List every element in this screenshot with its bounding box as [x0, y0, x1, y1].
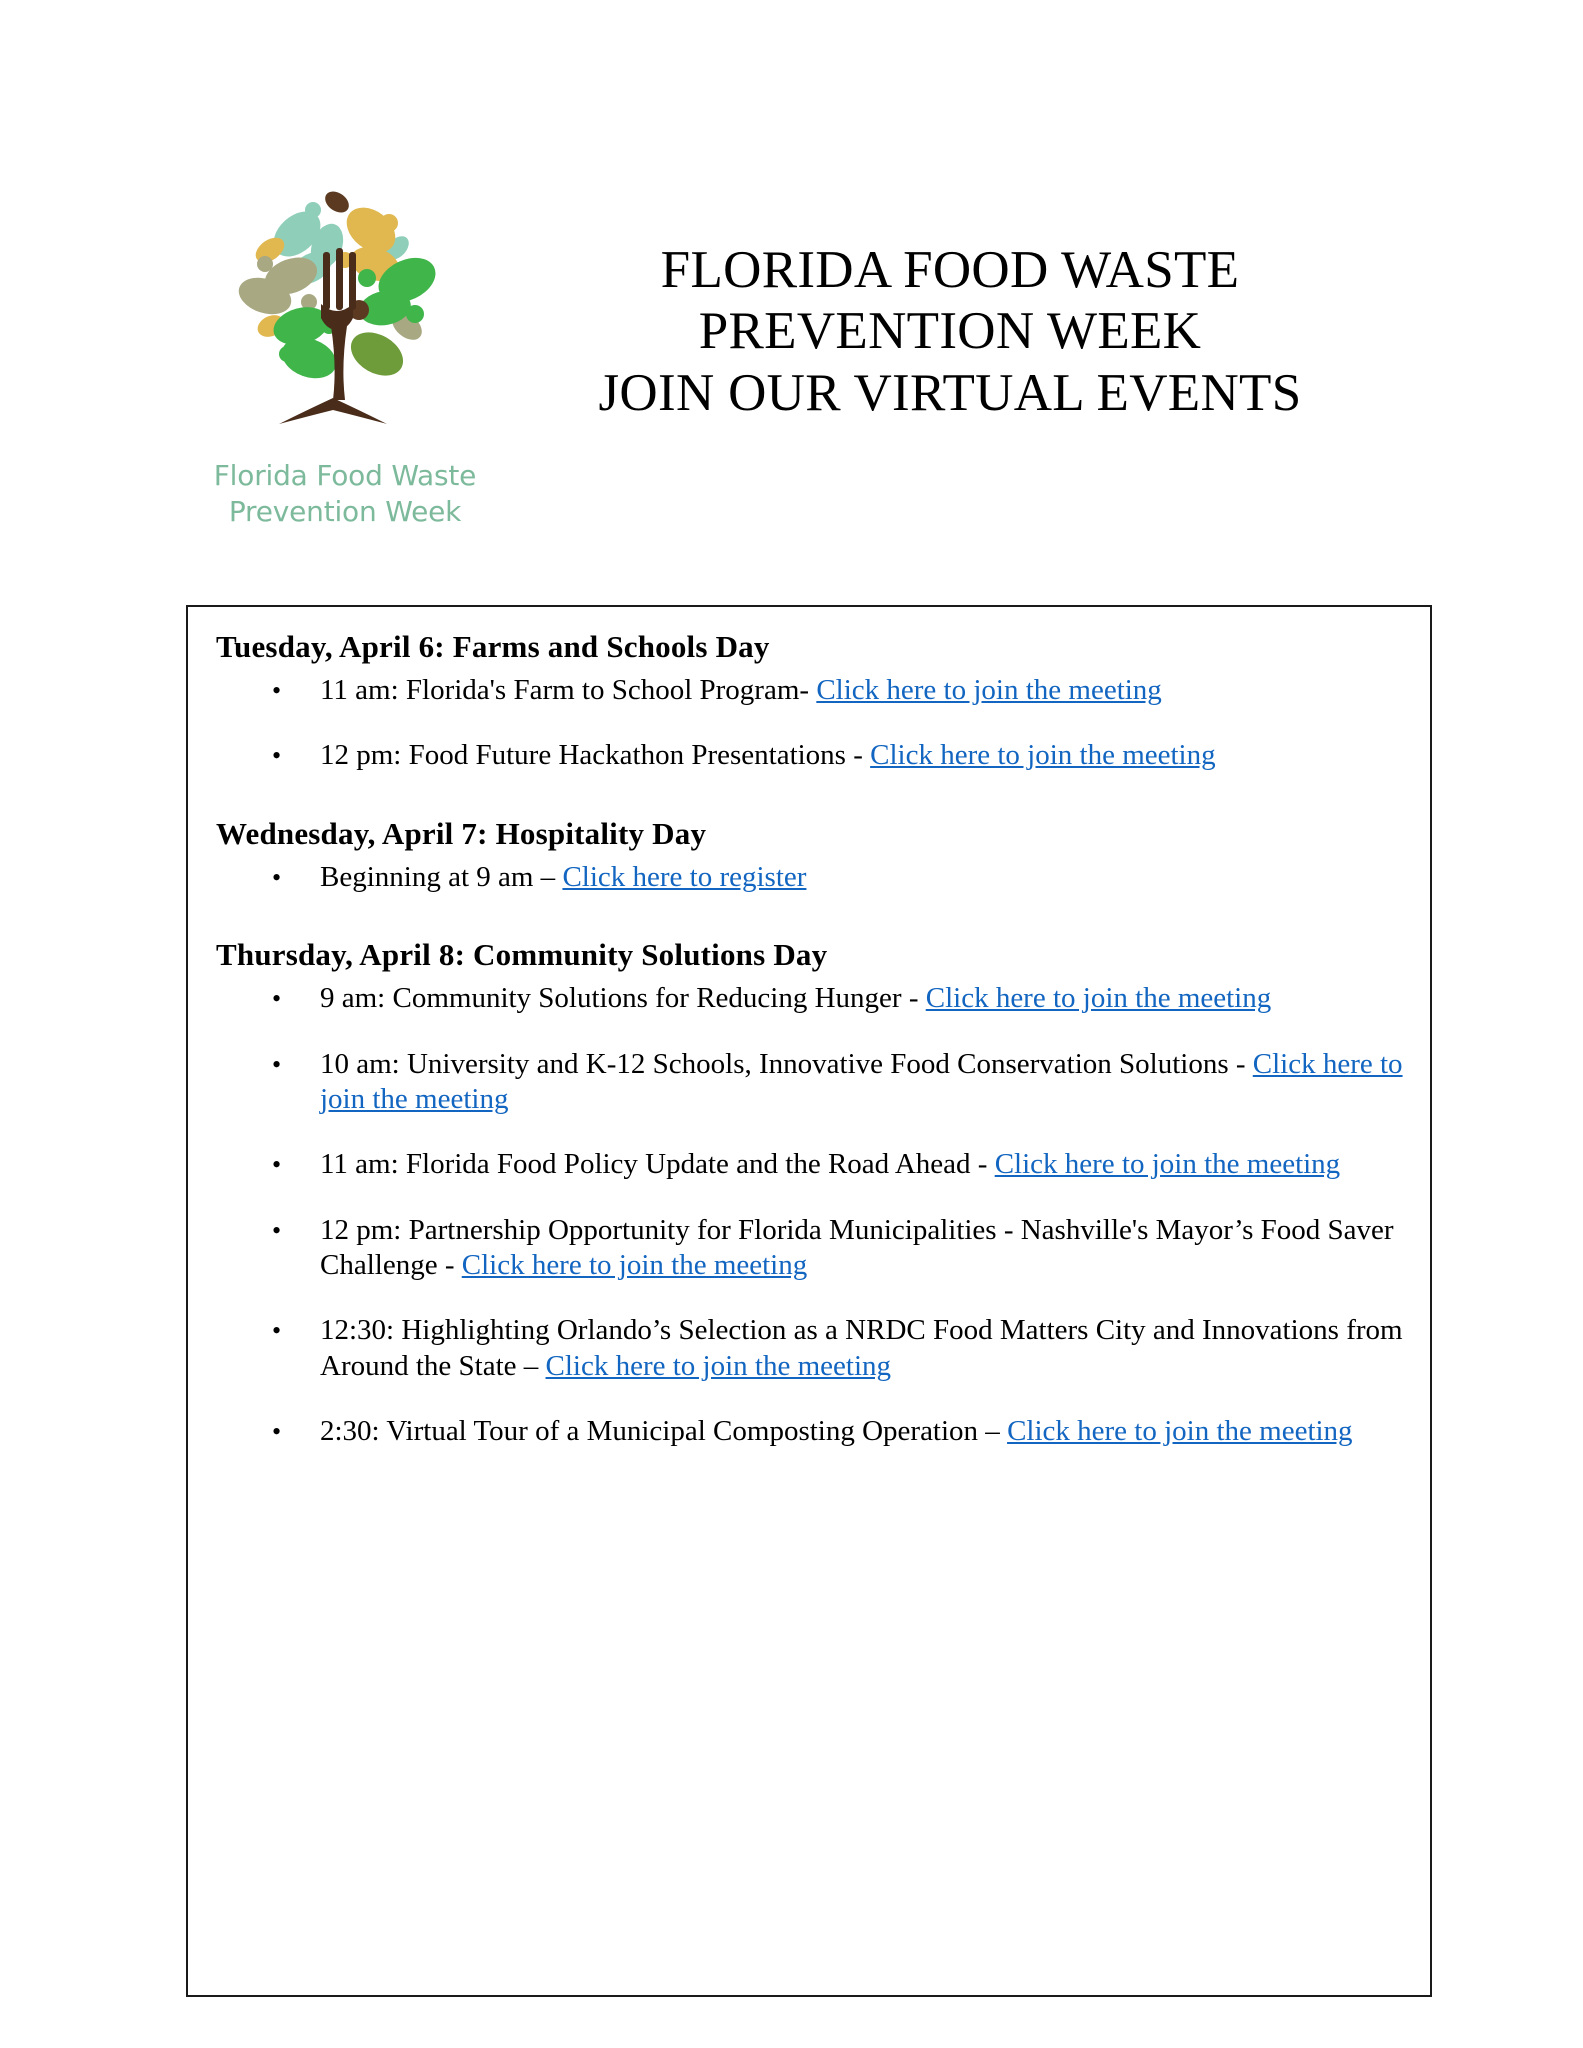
- join-meeting-link[interactable]: Click here to join the meeting: [816, 674, 1162, 706]
- event-list: [214, 673, 1404, 774]
- event-description: Beginning at 9 am –: [320, 860, 563, 893]
- page-title-line-2: PREVENTION WEEK: [698, 302, 1202, 361]
- join-meeting-link[interactable]: Click here to join the meeting: [1007, 1415, 1353, 1448]
- event-description: 12 pm: Partnership Opportunity for Florida Municipalities - Nashville's Mayor’s Food Saver Challenge -: [320, 1213, 1394, 1281]
- bullet-icon: •: [272, 862, 282, 892]
- event-list-item: [272, 1313, 1404, 1384]
- logo-wordmark: [195, 458, 495, 531]
- page-title-line-3: JOIN OUR VIRTUAL EVENTS: [598, 363, 1302, 422]
- logo-wordmark-line-1: Florida Food Waste: [213, 459, 477, 492]
- bullet-icon: •: [272, 1215, 282, 1245]
- event-description: 2:30: Virtual Tour of a Municipal Composting Operation –: [320, 1415, 1008, 1448]
- event-list-item: [272, 1213, 1404, 1284]
- join-meeting-link[interactable]: Click here to join the meeting: [545, 1349, 892, 1382]
- event-list-item: [272, 1147, 1404, 1182]
- event-description: 11 am: Florida Food Policy Update and the Road Ahead -: [320, 1148, 995, 1181]
- event-description: 9 am: Community Solutions for Reducing Hunger -: [320, 982, 926, 1015]
- event-description: 11 am: Florida's Farm to School Program-: [320, 674, 817, 706]
- event-list-item: [272, 981, 1404, 1016]
- bullet-icon: •: [272, 1049, 282, 1079]
- event-list-item: [272, 673, 1404, 708]
- join-meeting-link[interactable]: Click here to join the meeting: [461, 1249, 808, 1281]
- join-meeting-link[interactable]: Click here to join the meeting: [925, 982, 1272, 1015]
- join-meeting-link[interactable]: Click here to join the meeting: [870, 739, 1216, 772]
- event-list-item: [272, 860, 1404, 895]
- event-list-item: [272, 1414, 1404, 1449]
- event-schedule-content: [188, 607, 1430, 1450]
- event-description: 12:30: Highlighting Orlando’s Selection as a NRDC Food Matters City and Innovations from Around the State –: [320, 1314, 1403, 1382]
- logo-wordmark-line-2: Prevention Week: [228, 495, 462, 529]
- event-list: [214, 981, 1404, 1449]
- page-header: [0, 0, 1583, 570]
- bullet-icon: •: [272, 1417, 282, 1447]
- day-heading: Tuesday, April 6: Farms and Schools Day: [216, 629, 770, 664]
- day-heading: Wednesday, April 7: Hospitality Day: [216, 815, 707, 851]
- bullet-icon: •: [272, 1316, 282, 1346]
- bullet-icon: •: [272, 984, 282, 1014]
- event-list-item: [272, 1047, 1404, 1118]
- page-title: [500, 240, 1400, 424]
- event-description: 12 pm: Food Future Hackathon Presentations -: [320, 739, 871, 772]
- event-list: [214, 860, 1404, 895]
- join-meeting-link[interactable]: Click here to join the meeting: [320, 1047, 1403, 1115]
- tree-fork-logo-icon: [225, 168, 465, 456]
- day-heading: Thursday, April 8: Community Solutions Day: [216, 937, 828, 973]
- event-schedule-box: [186, 605, 1432, 1997]
- bullet-icon: •: [272, 676, 282, 705]
- event-description: 10 am: University and K-12 Schools, Innovative Food Conservation Solutions -: [320, 1047, 1253, 1080]
- join-meeting-link[interactable]: Click here to register: [562, 860, 807, 893]
- organization-logo: [195, 168, 495, 531]
- join-meeting-link[interactable]: Click here to join the meeting: [994, 1148, 1341, 1181]
- event-list-item: [272, 738, 1404, 773]
- page-title-line-1: FLORIDA FOOD WASTE: [660, 241, 1240, 299]
- bullet-icon: •: [272, 741, 282, 771]
- bullet-icon: •: [272, 1150, 282, 1180]
